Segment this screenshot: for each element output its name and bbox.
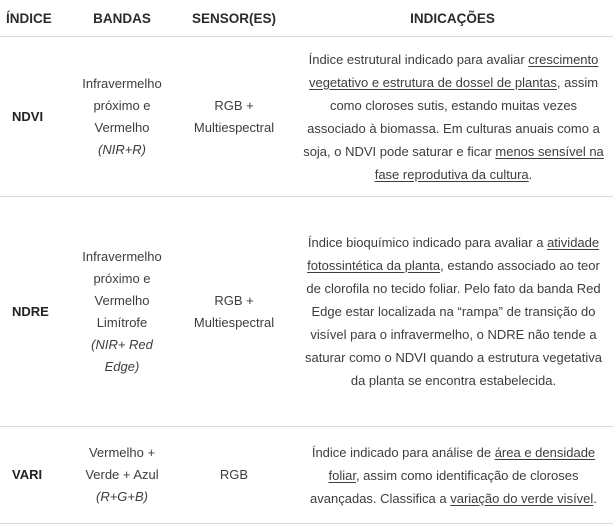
indication-highlight: variação do verde visível	[450, 490, 594, 506]
indication-text: .	[593, 490, 597, 506]
header-indice: ÍNDICE	[0, 0, 68, 37]
indication-highlight: crescimento vegetativo e estrutura de dossel de plantas	[308, 51, 599, 90]
indication-text: Índice bioquímico indicado para avaliar a	[307, 235, 548, 250]
bands-text: Infravermelho próximo e Vermelho	[82, 75, 162, 135]
index-name: VARI	[0, 427, 68, 524]
indication-highlight: menos sensível na fase reprodutiva da cultura	[374, 143, 604, 182]
indication-text: , assim como cloroses sutis, estando muitas vezes associado à biomassa. Em culturas anuais como a soja, o NDVI pode saturar e ficar	[303, 74, 600, 159]
bands-text: Infravermelho próximo e Vermelho Limítrofe	[82, 248, 162, 330]
indication-text: , assim como identificação de cloroses avançadas. Classifica a	[310, 467, 579, 506]
header-sensores: SENSOR(ES)	[176, 0, 292, 37]
sensor-cell: RGB + Multiespectral	[176, 197, 292, 427]
bands-cell	[68, 197, 176, 427]
sensor-cell: RGB	[176, 427, 292, 524]
bands-cell	[68, 37, 176, 197]
indication-text: Índice estrutural indicado para avaliar	[308, 51, 529, 67]
index-name: NDRE	[0, 197, 68, 427]
indication-cell	[292, 197, 613, 427]
indication-highlight: atividade fotossintética da planta	[307, 235, 600, 273]
indication-cell	[292, 37, 613, 197]
indication-text: , estando associado ao teor de clorofila no tecido foliar. Pelo fato da banda Red Edge estar localizada na “rampa” de transição do visível para o infravermelho, o NDRE não tende a saturar como o NDVI quando a estrutura vegetativa da planta se encontra estabelecida.	[305, 258, 602, 388]
indication-highlight: área e densidade foliar	[328, 444, 596, 483]
sensor-cell: RGB + Multiespectral	[176, 37, 292, 197]
header-bandas: BANDAS	[68, 0, 176, 37]
table-row-vari	[0, 427, 613, 524]
bands-text: Vermelho + Verde + Azul	[85, 445, 159, 482]
bands-cell	[68, 427, 176, 524]
header-row	[0, 0, 613, 37]
bands-formula: (R+G+B)	[95, 489, 148, 504]
indication-cell	[292, 427, 613, 524]
header-indicacoes: INDICAÇÕES	[292, 0, 613, 37]
indication-text: Índice indicado para análise de	[311, 444, 495, 460]
bands-formula: (NIR+R)	[97, 141, 147, 157]
index-name: NDVI	[0, 37, 68, 197]
indication-text: .	[528, 166, 533, 182]
bands-formula: (NIR+ Red Edge)	[91, 336, 153, 374]
table-row-ndvi	[0, 37, 613, 197]
table-row-ndre	[0, 197, 613, 427]
